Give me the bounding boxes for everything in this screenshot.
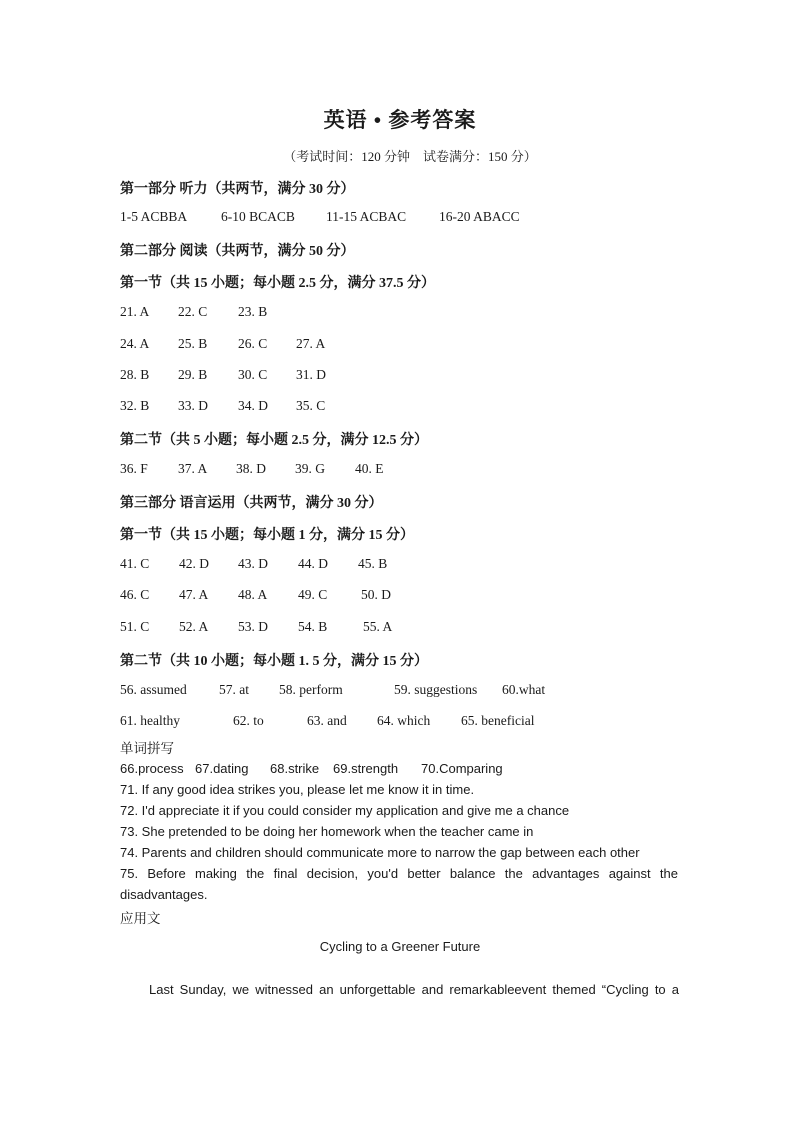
answer-item: 27. A (296, 336, 326, 351)
answer-item: 65. beneficial (461, 713, 535, 728)
part3-section1-heading: 第一节（共 15 小题；每小题 1 分，满分 15 分） (120, 528, 414, 543)
essay-title: Cycling to a Greener Future (319, 939, 481, 954)
answer-item: 62. to (233, 713, 264, 728)
sentence-75-line2: disadvantages. (120, 887, 208, 902)
spelling-word: 69.strength (333, 761, 399, 776)
answer-item: 46. C (120, 587, 150, 602)
writing-heading: 应用文 (120, 911, 161, 926)
answer-item: 24. A (120, 336, 150, 351)
sentence-75-line1: 75. Before making the final decision, you'd better balance the advantages against the (120, 866, 678, 881)
answer-item: 43. D (238, 556, 268, 571)
answer-item: 40. E (355, 461, 384, 476)
part1-heading: 第一部分 听力（共两节，满分 30 分） (120, 182, 355, 197)
answer-item: 31. D (296, 367, 326, 382)
sentence-74: 74. Parents and children should communicate more to narrow the gap between each other (120, 845, 640, 860)
page-title: 英语 • 参考答案 (323, 108, 477, 132)
answer-item: 51. C (120, 619, 150, 634)
sentence-72: 72. I'd appreciate it if you could consider my application and give me a chance (120, 803, 570, 818)
answer-item: 58. perform (279, 682, 343, 697)
answer-item: 53. D (238, 619, 268, 634)
answer-item: 52. A (179, 619, 209, 634)
answer-item: 57. at (219, 682, 249, 697)
part3-section2-heading: 第二节（共 10 小题；每小题 1. 5 分，满分 15 分） (120, 654, 428, 669)
answer-item: 32. B (120, 398, 150, 413)
part2-section2-heading: 第二节（共 5 小题；每小题 2.5 分，满分 12.5 分） (120, 433, 428, 448)
answer-item: 26. C (238, 336, 268, 351)
answer-item: 29. B (178, 367, 208, 382)
answer-item: 49. C (298, 587, 328, 602)
answer-item: 60.what (502, 682, 546, 697)
answer-item: 23. B (238, 304, 268, 319)
answer-item: 48. A (238, 587, 268, 602)
answer-item: 33. D (178, 398, 208, 413)
spelling-word: 68.strike (270, 761, 320, 776)
spelling-heading: 单词拼写 (120, 741, 174, 756)
answer-item: 36. F (120, 461, 148, 476)
answer-item: 28. B (120, 367, 150, 382)
essay-first-line: Last Sunday, we witnessed an unforgettable and remarkableevent themed “Cycling to a (149, 982, 679, 997)
answer-item: 44. D (298, 556, 328, 571)
answer-item: 34. D (238, 398, 268, 413)
answer-item: 37. A (178, 461, 208, 476)
answer-item: 59. suggestions (394, 682, 478, 697)
answer-group: 11-15 ACBAC (326, 209, 407, 224)
sentence-71: 71. If any good idea strikes you, please let me know it in time. (120, 782, 475, 797)
answer-item: 61. healthy (120, 713, 180, 728)
answer-item: 63. and (307, 713, 347, 728)
sentence-73: 73. She pretended to be doing her homework when the teacher came in (120, 824, 534, 839)
answer-item: 42. D (179, 556, 209, 571)
answer-item: 55. A (363, 619, 393, 634)
answer-group: 16-20 ABACC (439, 209, 520, 224)
answer-item: 50. D (361, 587, 391, 602)
part2-section1-heading: 第一节（共 15 小题；每小题 2.5 分，满分 37.5 分） (120, 276, 435, 291)
answer-group: 6-10 BCACB (221, 209, 295, 224)
answer-item: 45. B (358, 556, 388, 571)
exam-info: （考试时间：120 分钟 试卷满分：150 分） (283, 149, 537, 164)
answer-group: 1-5 ACBBA (120, 209, 188, 224)
spelling-word: 67.dating (195, 761, 249, 776)
answer-item: 21. A (120, 304, 150, 319)
answer-item: 38. D (236, 461, 266, 476)
answer-item: 25. B (178, 336, 208, 351)
answer-item: 47. A (179, 587, 209, 602)
answer-item: 56. assumed (120, 682, 187, 697)
answer-item: 54. B (298, 619, 328, 634)
part2-heading: 第二部分 阅读（共两节，满分 50 分） (120, 244, 355, 259)
answer-item: 22. C (178, 304, 208, 319)
answer-item: 64. which (377, 713, 431, 728)
answer-item: 39. G (295, 461, 325, 476)
spelling-word: 70.Comparing (421, 761, 503, 776)
part3-heading: 第三部分 语言运用（共两节，满分 30 分） (120, 496, 383, 511)
answer-item: 30. C (238, 367, 268, 382)
answer-item: 35. C (296, 398, 326, 413)
spelling-word: 66.process (120, 761, 184, 776)
answer-item: 41. C (120, 556, 150, 571)
